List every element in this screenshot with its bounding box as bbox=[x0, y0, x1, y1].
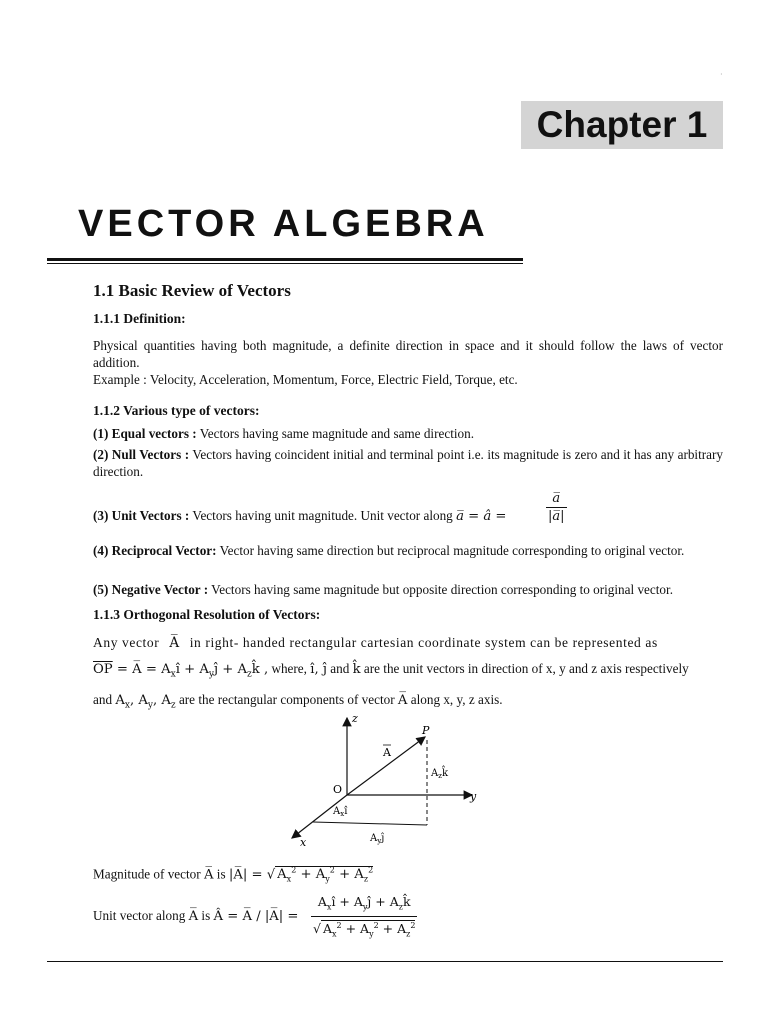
section-heading: 1.1 Basic Review of Vectors bbox=[93, 281, 291, 300]
page-mark: · bbox=[720, 70, 723, 79]
x-label: x bbox=[300, 836, 307, 849]
recip-label: (4) Reciprocal Vector: bbox=[93, 543, 217, 558]
chapter-label: Chapter 1 bbox=[536, 104, 708, 145]
vector-a-label: A bbox=[383, 746, 391, 759]
unit-vector-line: Unit vector along A̅ is Â = A̅ / |A̅| = $A_xî$ + $A_yĵ$ + $A_zk̂$ √ $A_x^2 + A_y^2 + A_z^2$ bbox=[93, 893, 723, 943]
point-p-label: P bbox=[422, 724, 430, 737]
null-label: (2) Null Vectors : bbox=[93, 447, 190, 462]
neg-label: (5) Negative Vector : bbox=[93, 582, 209, 597]
origin-label: O bbox=[333, 783, 343, 796]
equal-label: (1) Equal vectors : bbox=[93, 426, 197, 441]
ay-j-label: $A_yĵ$ bbox=[370, 833, 385, 845]
unit-label: (3) Unit Vectors : bbox=[93, 508, 190, 523]
chapter-title: VECTOR ALGEBRA bbox=[78, 203, 489, 245]
magnitude-formula: |A̅| = √ $A_x^2 + A_y^2 + A_z^2$ bbox=[228, 866, 374, 885]
subsection-heading-orthogonal: 1.1.3 Orthogonal Resolution of Vectors: bbox=[93, 607, 321, 622]
footer-rule bbox=[47, 961, 723, 962]
null-vectors bbox=[93, 446, 723, 480]
orthogonal-line1: Any vector A̅ in right- handed rectangular cartesian coordinate system can be represented as bbox=[93, 635, 658, 651]
equal-text: Vectors having same magnitude and same direction. bbox=[196, 426, 475, 441]
orthogonal-line2: $\overline{OP}$ = A̅ = $A_xî$ + $A_yĵ$ + $A_zk̂$ , where, î, ĵ and k̂ are the unit vectors in direction of x, y and z axis respectively bbox=[93, 661, 689, 680]
subsection-heading-types: 1.1.2 Various type of vectors: bbox=[93, 403, 260, 418]
unit-vector-fraction: $A_xî$ + $A_yĵ$ + $A_zk̂$ √ $A_x^2 + A_y^2 + A_z^2$ bbox=[313, 894, 416, 939]
reciprocal-vector bbox=[93, 542, 723, 559]
y-label: y bbox=[470, 790, 477, 803]
title-rule bbox=[47, 258, 523, 261]
negative-vector bbox=[93, 581, 723, 598]
null-text: Vectors having coincident initial and terminal point i.e. its magnitude is zero and it has any arbitrary direction. bbox=[93, 447, 723, 479]
unit-fraction: $\frac{a̅}{|a̅|}$ bbox=[548, 491, 565, 524]
recip-text: Vector having same direction but reciprocal magnitude corresponding to original vector. bbox=[216, 543, 685, 558]
ax-i-label: $A_xî$ bbox=[333, 806, 348, 818]
equal-vectors bbox=[93, 425, 723, 442]
definition-example: Example : Velocity, Acceleration, Momentum, Force, Electric Field, Torque, etc. bbox=[93, 372, 518, 387]
neg-text: Vectors having same magnitude but opposite direction corresponding to original vector. bbox=[208, 582, 673, 597]
orthogonal-line3: and $A_x$, $A_y$, $A_z$ are the rectangular components of vector A̅ along x, y, z axis. bbox=[93, 692, 503, 711]
definition-paragraph bbox=[93, 337, 723, 388]
definition-text: Physical quantities having both magnitude, a definite direction in space and it should follow the laws of vector addition. bbox=[93, 338, 723, 370]
coordinate-diagram bbox=[280, 710, 490, 850]
unit-text: Vectors having unit magnitude. Unit vector along bbox=[189, 508, 457, 523]
az-k-label: $A_zk̂$ bbox=[431, 768, 448, 780]
subsection-heading-definition: 1.1.1 Definition: bbox=[93, 311, 186, 326]
unit-formula: a̅ = â = bbox=[456, 509, 507, 524]
title-rule-thin bbox=[47, 263, 523, 264]
op-formula: $\overline{OP}$ = A̅ = $A_xî$ + $A_yĵ$ + $A_zk̂$ , bbox=[93, 662, 269, 680]
unit-vectors bbox=[93, 490, 723, 530]
z-label: z bbox=[352, 712, 358, 725]
component-line bbox=[313, 822, 427, 825]
magnitude-line: Magnitude of vector A̅ is |A̅| = √ $A_x^2 + A_y^2 + A_z^2$ bbox=[93, 866, 374, 885]
